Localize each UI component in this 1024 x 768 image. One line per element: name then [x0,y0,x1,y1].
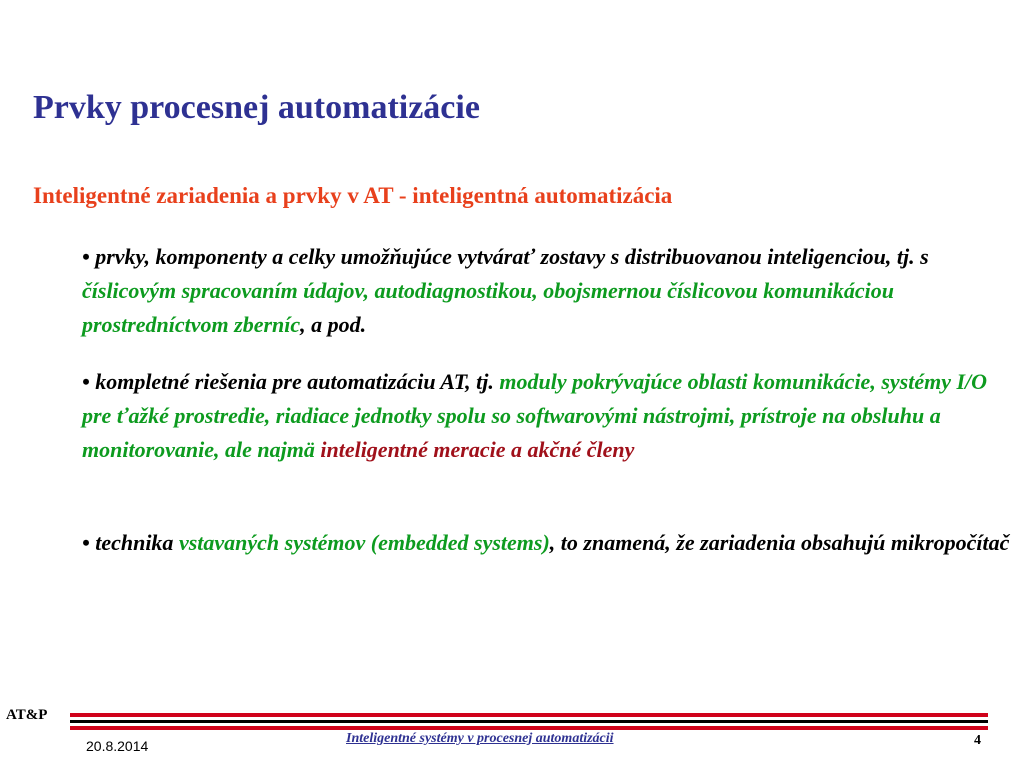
footer-course-title: Inteligentné systémy v procesnej automatizácii [346,731,614,746]
footer-logo: AT&P [6,707,48,723]
bullet-marker: • [82,530,90,555]
bullet-marker: • [82,369,90,394]
footer-divider-red [70,713,988,717]
slide-title: Prvky procesnej automatizácie [33,89,480,126]
bullet-item [82,365,1012,467]
bullet-text: , a pod. [300,312,367,337]
slide-subtitle: Inteligentné zariadenia a prvky v AT - inteligentná automatizácia [33,183,673,208]
bullet-text: , to znamená, že zariadenia obsahujú mikropočítač [549,530,1010,555]
page-number: 4 [974,733,981,748]
footer-date: 20.8.2014 [86,738,149,754]
bullet-text: prvky, komponenty a celky umožňujúce vytvárať zostavy s distribuovanou inteligenciou, tj. s [89,244,929,269]
bullet-text-highlight: číslicovým spracovaním údajov, autodiagnostikou, obojsmernou číslicovou komunikáciou prostredníctvom zberníc [82,278,895,337]
bullet-item [82,240,1012,342]
bullet-text: kompletné riešenia pre automatizáciu AT, tj. [89,369,500,394]
bullet-text-emphasis: inteligentné meracie a akčné členy [320,437,635,462]
bullet-text: technika [89,530,179,555]
bullet-item [82,526,1012,560]
bullet-marker: • [82,244,90,269]
bullet-text-highlight: moduly pokrývajúce oblasti komunikácie, systémy I/O pre ťažké prostredie, riadiace jednotky spolu so softwarovými nástrojmi, prístroje na obsluhu a monitorovanie, ale najmä [82,369,988,462]
footer-divider-black [70,720,988,723]
bullet-text-highlight: vstavaných systémov (embedded systems) [178,530,550,555]
footer-divider-red [70,726,988,730]
